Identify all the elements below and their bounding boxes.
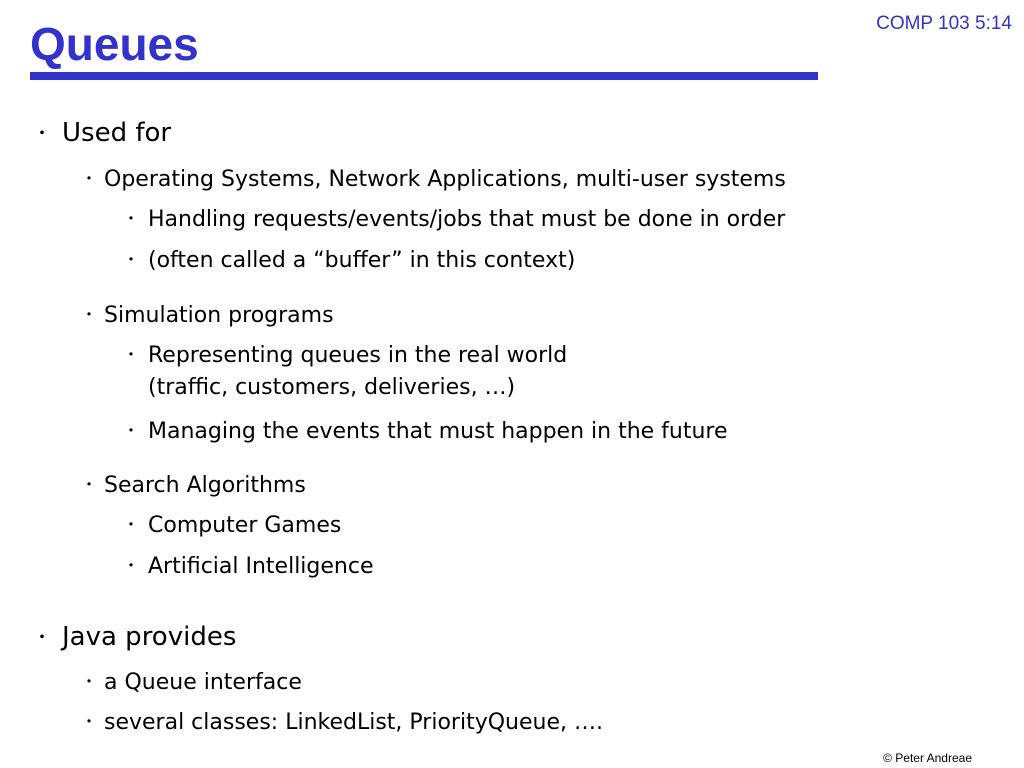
outline-item-artificial-intelligence (122, 551, 374, 583)
outline-item-queue-interface (80, 669, 302, 697)
slide-title: Queues (30, 18, 199, 70)
outline-item-handling-requests (122, 204, 786, 236)
outline-item-label: a Queue interface (104, 670, 302, 695)
bullet: ・ (32, 625, 52, 649)
outline-item-several-classes (80, 709, 603, 737)
outline-item-continuation: (traffic, customers, deliveries, …) (148, 375, 516, 400)
outline-item-operating-systems (80, 166, 786, 194)
outline-item-simulation-programs (80, 302, 334, 330)
bullet: ・ (122, 556, 140, 577)
bullet: ・ (122, 250, 140, 271)
course-slide-number: COMP 103 5:14 (876, 13, 1012, 34)
outline-item-label: Used for (62, 118, 172, 148)
outline-item-label: Artificial Intelligence (148, 554, 374, 579)
copyright-notice: © Peter Andreae (883, 751, 972, 765)
outline-item-label: Managing the events that must happen in the future (148, 419, 728, 444)
outline-item-label: Handling requests/events/jobs that must be done in order (148, 207, 786, 232)
bullet: ・ (122, 421, 140, 442)
bullet: ・ (80, 169, 98, 190)
bullet: ・ (122, 209, 140, 230)
bullet: ・ (80, 475, 98, 496)
outline-item-label: Operating Systems, Network Applications, multi-user systems (104, 167, 786, 192)
outline-item-managing-events (122, 416, 728, 448)
outline-item-label: Simulation programs (104, 303, 334, 328)
outline-item-label: Java provides (62, 622, 237, 652)
outline-item-java-provides (32, 622, 237, 652)
bullet: ・ (122, 515, 140, 536)
bullet: ・ (32, 121, 52, 145)
bullet: ・ (80, 305, 98, 326)
outline-item-representing-queues (122, 340, 568, 404)
bullet: ・ (80, 672, 98, 693)
outline-item-label: Search Algorithms (104, 473, 306, 498)
bullet: ・ (80, 712, 98, 733)
outline-item-used-for (32, 118, 172, 148)
outline-item-label: several classes: LinkedList, PriorityQueue, …. (104, 710, 603, 735)
outline-item-label: Computer Games (148, 513, 342, 538)
bullet: ・ (122, 345, 140, 366)
outline-item-search-algorithms (80, 472, 306, 500)
outline-item-label: Representing queues in the real world (148, 343, 568, 368)
outline-item-buffer-note (122, 245, 576, 277)
outline-item-label: (often called a “buffer” in this context) (148, 248, 576, 273)
outline-item-computer-games (122, 510, 342, 542)
